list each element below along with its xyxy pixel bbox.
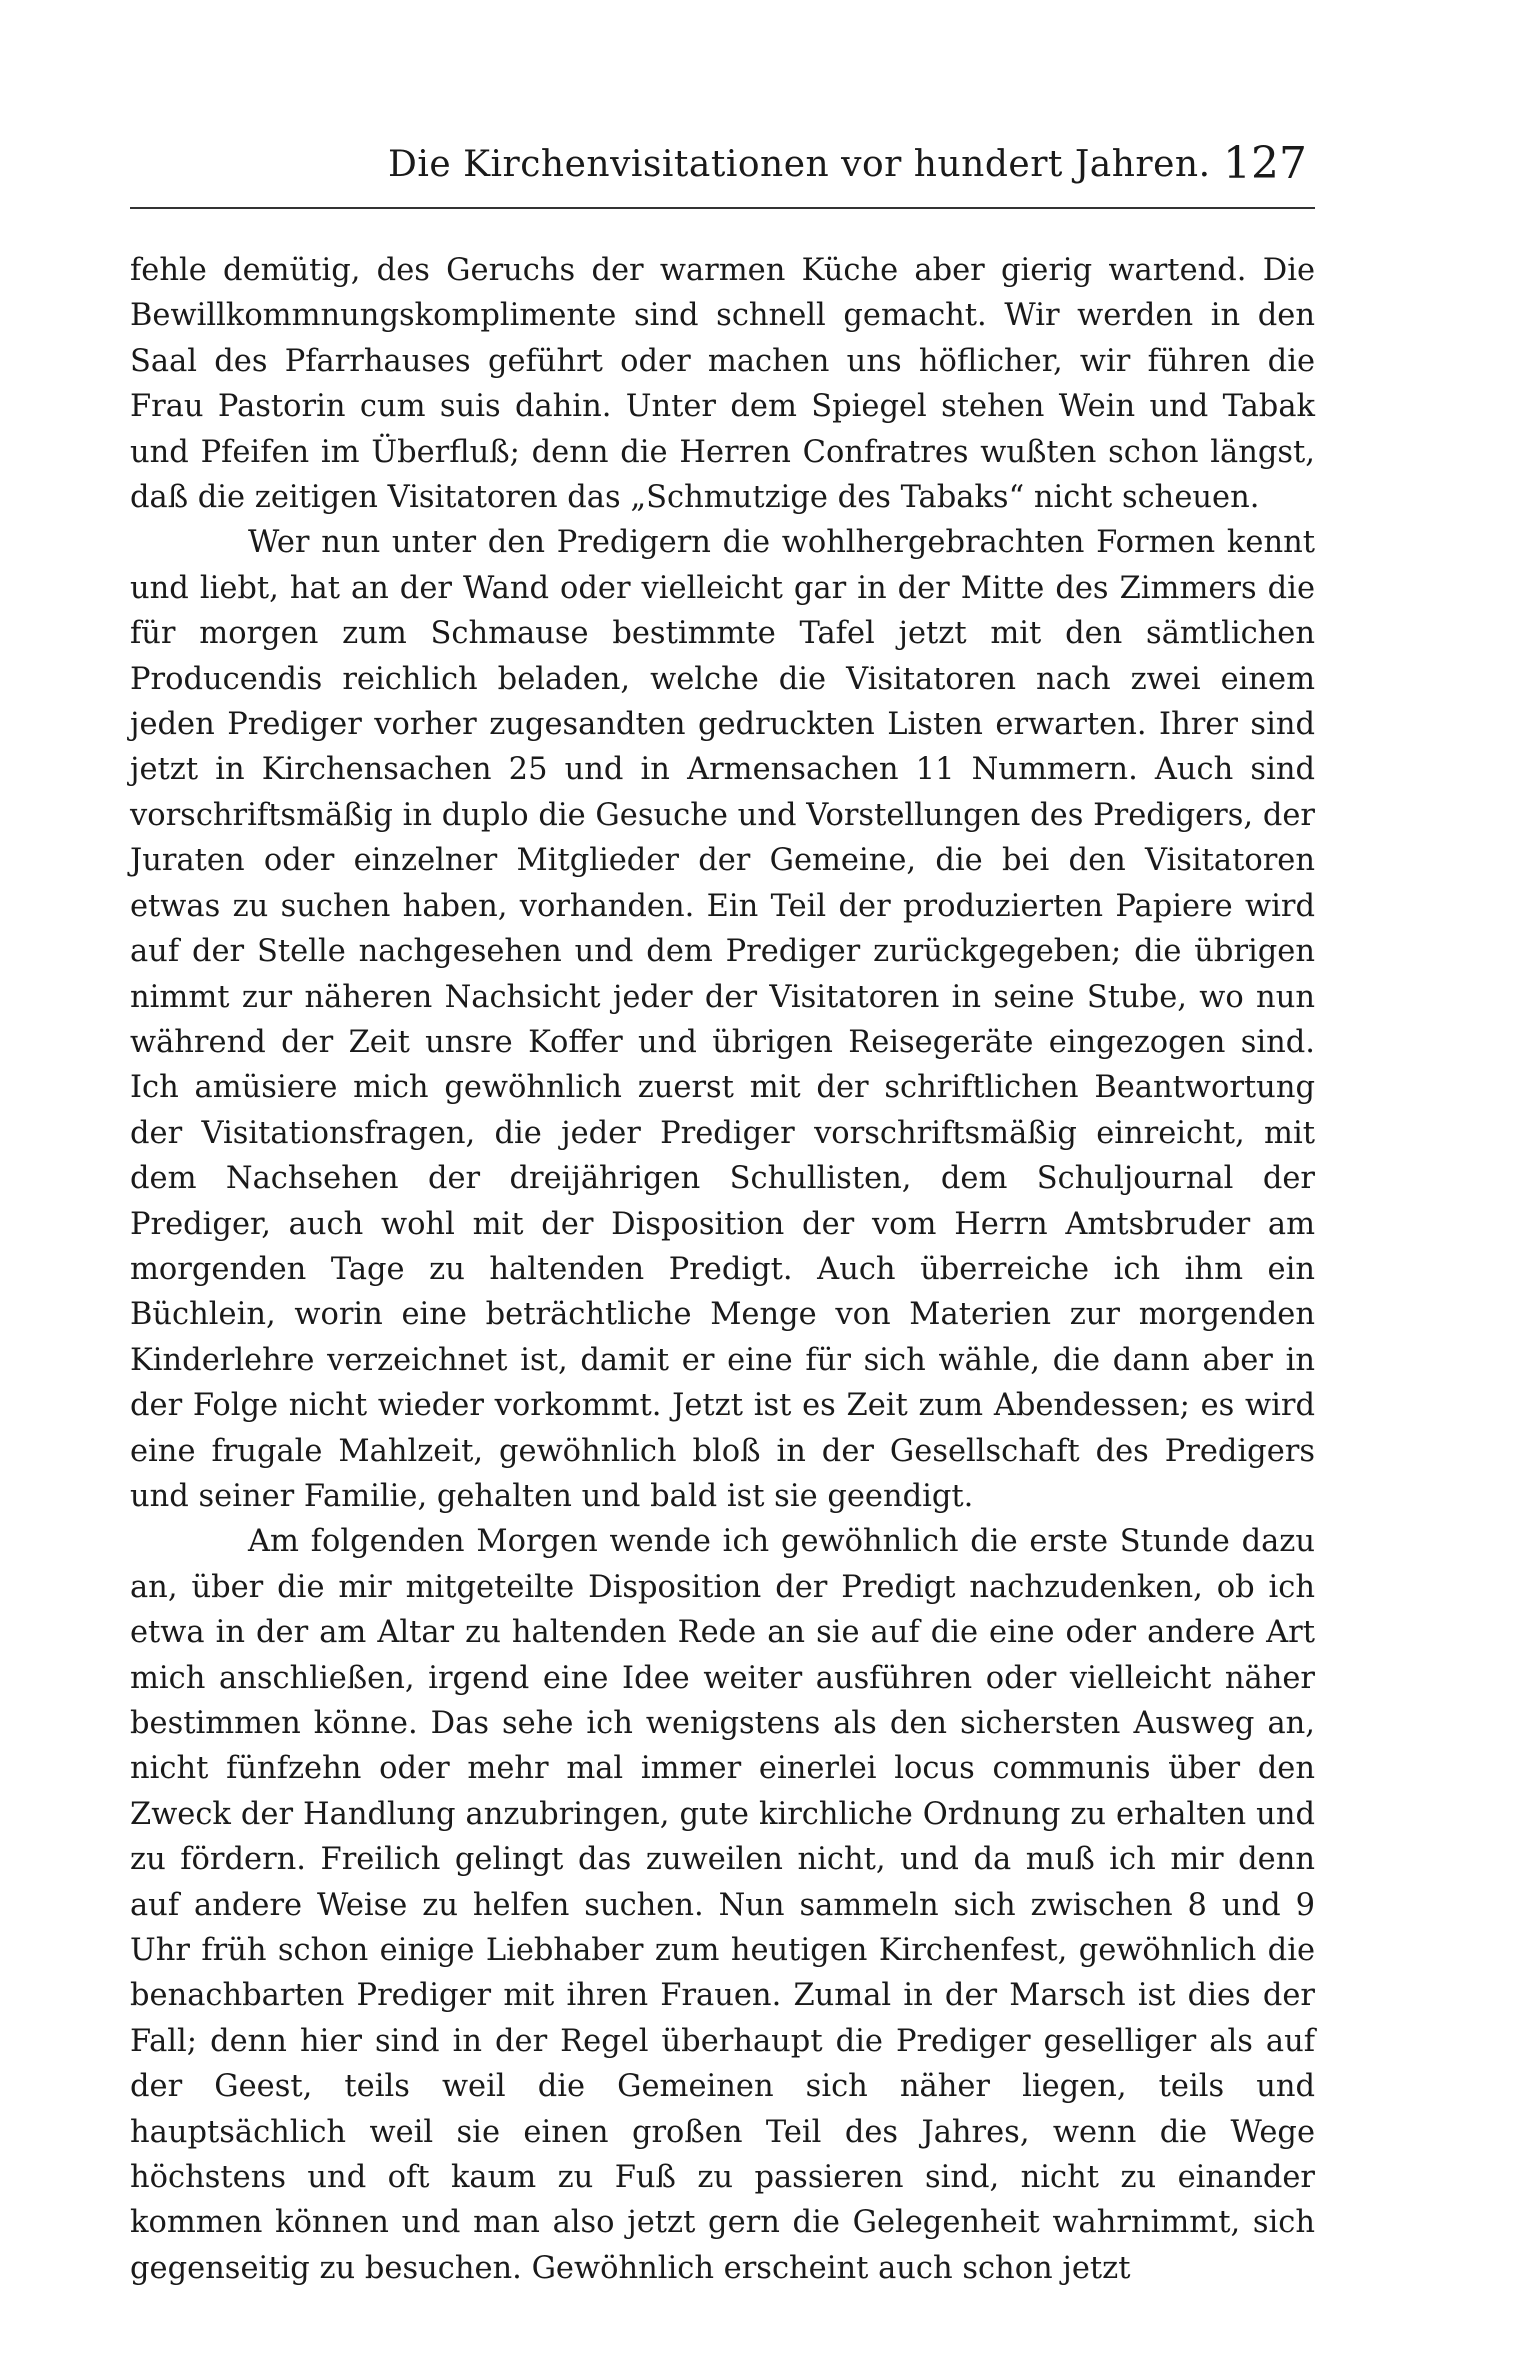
body-text	[130, 248, 1315, 2291]
page-number: 127	[1223, 138, 1307, 189]
running-title: Die Kirchenvisitationen vor hundert Jahren.	[388, 144, 1211, 185]
header-rule	[130, 207, 1315, 209]
paragraph: fehle demütig, des Geruchs der warmen Küche aber gierig wartend. Die Bewillkommnungskomplimente sind schnell gemacht. Wir werden in den Saal des Pfarrhauses geführt oder machen uns höflicher, wir führen die Frau Pastorin cum suis dahin. Unter dem Spiegel stehen Wein und Tabak und Pfeifen im Überfluß; denn die Herren Confratres wußten schon längst, daß die zeitigen Visitatoren das „Schmutzige des Tabaks“ nicht scheuen.	[130, 253, 1315, 516]
paragraph: Wer nun unter den Predigern die wohlhergebrachten Formen kennt und liebt, hat an der Wand oder vielleicht gar in der Mitte des Zimmers die für morgen zum Schmause bestimmte Tafel jetzt mit den sämtlichen Producendis reichlich beladen, welche die Visitatoren nach zwei einem jeden Prediger vorher zugesandten gedruckten Listen erwarten. Ihrer sind jetzt in Kirchensachen 25 und in Armensachen 11 Nummern. Auch sind vorschriftsmäßig in duplo die Gesuche und Vorstellungen des Predigers, der Juraten oder einzelner Mitglieder der Gemeine, die bei den Visitatoren etwas zu suchen haben, vorhanden. Ein Teil der produzierten Papiere wird auf der Stelle nachgesehen und dem Prediger zurückgegeben; die übrigen nimmt zur näheren Nachsicht jeder der Visitatoren in seine Stube, wo nun während der Zeit unsre Koffer und übrigen Reisegeräte eingezogen sind. Ich amüsiere mich gewöhnlich zuerst mit der schriftlichen Beantwortung der Visitationsfragen, die jeder Prediger vorschriftsmäßig einreicht, mit dem Nachsehen der dreijährigen Schullisten, dem Schuljournal der Prediger, auch wohl mit der Disposition der vom Herrn Amtsbruder am morgenden Tage zu haltenden Predigt. Auch überreiche ich ihm ein Büchlein, worin eine beträchtliche Menge von Materien zur morgenden Kinderlehre verzeichnet ist, damit er eine für sich wähle, die dann aber in der Folge nicht wieder vorkommt. Jetzt ist es Zeit zum Abendessen; es wird eine frugale Mahlzeit, gewöhnlich bloß in der Gesellschaft des Predigers und seiner Familie, gehalten und bald ist sie geendigt.	[130, 525, 1315, 1514]
paragraph: Am folgenden Morgen wende ich gewöhnlich die erste Stunde dazu an, über die mir mitgeteilte Disposition der Predigt nachzudenken, ob ich etwa in der am Altar zu haltenden Rede an sie auf die eine oder andere Art mich anschließen, irgend eine Idee weiter ausführen oder vielleicht näher bestimmen könne. Das sehe ich wenigstens als den sichersten Ausweg an, nicht fünfzehn oder mehr mal immer einerlei locus communis über den Zweck der Handlung anzubringen, gute kirchliche Ordnung zu erhalten und zu fördern. Freilich gelingt das zuweilen nicht, und da muß ich mir denn auf andere Weise zu helfen suchen. Nun sammeln sich zwischen 8 und 9 Uhr früh schon einige Liebhaber zum heutigen Kirchenfest, gewöhnlich die benachbarten Prediger mit ihren Frauen. Zumal in der Marsch ist dies der Fall; denn hier sind in der Regel überhaupt die Prediger geselliger als auf der Geest, teils weil die Gemeinen sich näher liegen, teils und hauptsächlich weil sie einen großen Teil des Jahres, wenn die Wege höchstens und oft kaum zu Fuß zu passieren sind, nicht zu einander kommen können und man also jetzt gern die Gelegenheit wahrnimmt, sich gegenseitig zu besuchen. Gewöhnlich erscheint auch schon jetzt	[130, 1524, 1315, 2286]
page-header	[130, 138, 1315, 196]
